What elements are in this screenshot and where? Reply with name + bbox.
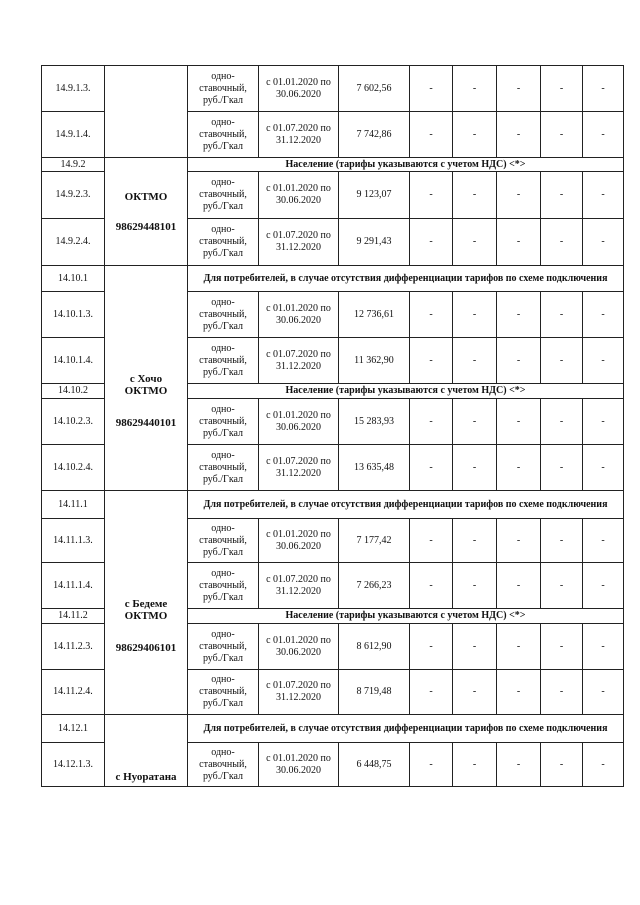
empty-value: -	[583, 66, 624, 112]
tariff-type: одно-ставочный, руб./Гкал	[188, 445, 259, 491]
empty-value: -	[497, 670, 541, 715]
empty-value: -	[497, 292, 541, 338]
row-number: 14.11.2.4.	[42, 670, 105, 715]
empty-value: -	[410, 519, 453, 563]
empty-value: -	[583, 519, 624, 563]
empty-value: -	[541, 172, 583, 219]
period: с 01.01.2020 по 30.06.2020	[259, 624, 339, 670]
row-number: 14.10.1.3.	[42, 292, 105, 338]
tariff-type: одно-ставочный, руб./Гкал	[188, 624, 259, 670]
oktmo-code: 98629406101	[115, 641, 177, 654]
period: с 01.07.2020 по 31.12.2020	[259, 219, 339, 266]
tariff-type: одно-ставочный, руб./Гкал	[188, 399, 259, 445]
tariff-type: одно-ставочный, руб./Гкал	[188, 219, 259, 266]
empty-value: -	[583, 292, 624, 338]
table-row	[42, 715, 624, 743]
empty-value: -	[453, 670, 497, 715]
tariff-value: 7 266,23	[339, 563, 410, 609]
row-number: 14.10.1.4.	[42, 338, 105, 384]
tariff-type: одно-ставочный, руб./Гкал	[188, 66, 259, 112]
empty-value: -	[497, 338, 541, 384]
empty-value: -	[453, 445, 497, 491]
empty-value: -	[497, 624, 541, 670]
empty-value: -	[453, 66, 497, 112]
empty-value: -	[541, 670, 583, 715]
empty-value: -	[541, 338, 583, 384]
tariff-value: 11 362,90	[339, 338, 410, 384]
empty-value: -	[410, 66, 453, 112]
tariff-value: 7 602,56	[339, 66, 410, 112]
oktmo-label: ОКТМО	[124, 385, 168, 397]
empty-value: -	[583, 624, 624, 670]
empty-value: -	[541, 399, 583, 445]
section-header: Население (тарифы указываются с учетом НДС) <*>	[188, 384, 624, 399]
empty-value: -	[410, 445, 453, 491]
tariff-value: 8 612,90	[339, 624, 410, 670]
empty-value: -	[583, 172, 624, 219]
tariff-type: одно-ставочный, руб./Гкал	[188, 292, 259, 338]
row-number: 14.9.1.3.	[42, 66, 105, 112]
row-number: 14.10.1	[42, 266, 105, 292]
empty-value: -	[410, 399, 453, 445]
empty-value: -	[410, 743, 453, 787]
section-header: Для потребителей, в случае отсутствия дифференциации тарифов по схеме подключения	[188, 266, 624, 292]
period: с 01.07.2020 по 31.12.2020	[259, 112, 339, 158]
empty-value: -	[583, 445, 624, 491]
section-header: Население (тарифы указываются с учетом НДС) <*>	[188, 609, 624, 624]
tariff-type: одно-ставочный, руб./Гкал	[188, 519, 259, 563]
row-number: 14.11.2	[42, 609, 105, 624]
location-cell	[105, 266, 188, 491]
empty-value: -	[583, 219, 624, 266]
empty-value: -	[497, 66, 541, 112]
empty-value: -	[583, 563, 624, 609]
empty-value: -	[583, 338, 624, 384]
tariff-value: 7 742,86	[339, 112, 410, 158]
table-row	[42, 266, 624, 292]
empty-value: -	[583, 743, 624, 787]
empty-value: -	[410, 624, 453, 670]
empty-value: -	[541, 292, 583, 338]
empty-value: -	[453, 338, 497, 384]
tariff-value: 12 736,61	[339, 292, 410, 338]
empty-value: -	[541, 519, 583, 563]
empty-value: -	[453, 743, 497, 787]
oktmo-label: ОКТМО	[124, 609, 168, 622]
empty-value: -	[541, 66, 583, 112]
empty-value: -	[453, 172, 497, 219]
empty-value: -	[410, 563, 453, 609]
row-number: 14.11.1.4.	[42, 563, 105, 609]
empty-value: -	[583, 112, 624, 158]
empty-value: -	[541, 445, 583, 491]
empty-value: -	[541, 219, 583, 266]
row-number: 14.11.2.3.	[42, 624, 105, 670]
empty-value: -	[497, 399, 541, 445]
empty-value: -	[410, 338, 453, 384]
empty-value: -	[497, 519, 541, 563]
period: с 01.01.2020 по 30.06.2020	[259, 519, 339, 563]
table-row	[42, 158, 624, 172]
tariff-type: одно-ставочный, руб./Гкал	[188, 563, 259, 609]
tariff-value: 13 635,48	[339, 445, 410, 491]
period: с 01.01.2020 по 30.06.2020	[259, 292, 339, 338]
tariff-value: 7 177,42	[339, 519, 410, 563]
tariff-value: 9 123,07	[339, 172, 410, 219]
tariff-type: одно-ставочный, руб./Гкал	[188, 743, 259, 787]
row-number: 14.12.1.3.	[42, 743, 105, 787]
row-number: 14.11.1	[42, 491, 105, 519]
empty-value: -	[410, 112, 453, 158]
tariff-value: 8 719,48	[339, 670, 410, 715]
tariff-value: 9 291,43	[339, 219, 410, 266]
empty-value: -	[541, 563, 583, 609]
empty-value: -	[541, 624, 583, 670]
tariff-table	[41, 65, 624, 787]
empty-value: -	[453, 624, 497, 670]
period: с 01.01.2020 по 30.06.2020	[259, 743, 339, 787]
section-header: Для потребителей, в случае отсутствия дифференциации тарифов по схеме подключения	[188, 715, 624, 743]
oktmo-label: ОКТМО	[124, 190, 168, 203]
row-number: 14.10.2.4.	[42, 445, 105, 491]
empty-value: -	[410, 670, 453, 715]
section-header: Для потребителей, в случае отсутствия дифференциации тарифов по схеме подключения	[188, 491, 624, 519]
empty-value: -	[583, 399, 624, 445]
period: с 01.07.2020 по 31.12.2020	[259, 338, 339, 384]
empty-value: -	[453, 292, 497, 338]
village-name: с Бедеме	[124, 597, 168, 610]
empty-value: -	[497, 112, 541, 158]
empty-value: -	[410, 292, 453, 338]
row-number: 14.9.2.3.	[42, 172, 105, 219]
row-number: 14.11.1.3.	[42, 519, 105, 563]
period: с 01.07.2020 по 31.12.2020	[259, 445, 339, 491]
empty-value: -	[453, 519, 497, 563]
tariff-value: 15 283,93	[339, 399, 410, 445]
empty-value: -	[497, 445, 541, 491]
empty-value: -	[497, 172, 541, 219]
empty-value: -	[497, 743, 541, 787]
location-cell-top	[105, 66, 188, 158]
row-number: 14.12.1	[42, 715, 105, 743]
empty-value: -	[410, 172, 453, 219]
empty-value: -	[453, 399, 497, 445]
empty-value: -	[583, 670, 624, 715]
row-number: 14.10.2	[42, 384, 105, 399]
tariff-type: одно-ставочный, руб./Гкал	[188, 172, 259, 219]
period: с 01.01.2020 по 30.06.2020	[259, 172, 339, 219]
row-number: 14.9.1.4.	[42, 112, 105, 158]
empty-value: -	[453, 112, 497, 158]
empty-value: -	[497, 219, 541, 266]
row-number: 14.9.2.4.	[42, 219, 105, 266]
tariff-type: одно-ставочный, руб./Гкал	[188, 670, 259, 715]
empty-value: -	[497, 563, 541, 609]
tariff-type: одно-ставочный, руб./Гкал	[188, 112, 259, 158]
table-row	[42, 491, 624, 519]
location-cell	[105, 715, 188, 787]
table-row	[42, 66, 624, 112]
section-header: Население (тарифы указываются с учетом НДС) <*>	[188, 158, 624, 172]
row-number: 14.10.2.3.	[42, 399, 105, 445]
tariff-value: 6 448,75	[339, 743, 410, 787]
empty-value: -	[410, 219, 453, 266]
empty-value: -	[541, 112, 583, 158]
tariff-type: одно-ставочный, руб./Гкал	[188, 338, 259, 384]
period: с 01.07.2020 по 31.12.2020	[259, 670, 339, 715]
village-name: с Нуоратана	[115, 771, 177, 783]
location-cell	[105, 158, 188, 266]
location-cell	[105, 491, 188, 715]
period: с 01.07.2020 по 31.12.2020	[259, 563, 339, 609]
row-number: 14.9.2	[42, 158, 105, 172]
period: с 01.01.2020 по 30.06.2020	[259, 399, 339, 445]
oktmo-code: 98629440101	[115, 417, 177, 429]
oktmo-code: 98629448101	[115, 220, 177, 233]
empty-value: -	[541, 743, 583, 787]
empty-value: -	[453, 563, 497, 609]
village-name: с Хочо	[129, 373, 163, 385]
empty-value: -	[453, 219, 497, 266]
period: с 01.01.2020 по 30.06.2020	[259, 66, 339, 112]
